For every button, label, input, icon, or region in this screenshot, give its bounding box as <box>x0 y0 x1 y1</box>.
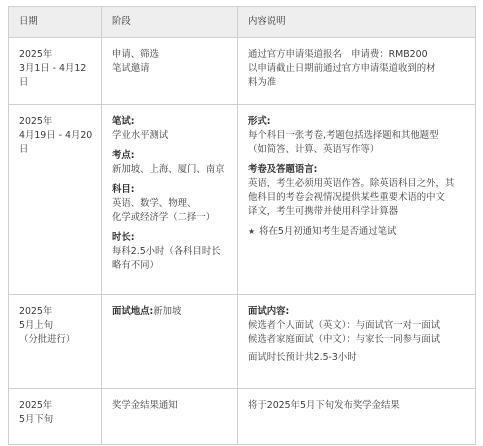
table-header-row <box>9 7 476 38</box>
location-title: 考点: <box>112 150 135 161</box>
schedule-table <box>8 6 476 445</box>
interview-content-title: 面试内容: <box>248 306 290 317</box>
content-cell <box>238 105 476 295</box>
stage-text: 笔试邀请 <box>112 63 150 74</box>
language-title: 考卷及答题语言: <box>248 164 318 175</box>
header-date <box>9 7 102 38</box>
written-title: 笔试: <box>112 116 135 127</box>
date-range: 5月下旬 <box>19 414 54 425</box>
duration-title: 时长: <box>112 232 135 243</box>
language-text: 他科目的考卷会视情况提供某些重要术语的中文 <box>248 192 445 203</box>
content-cell <box>238 389 476 445</box>
content-cell <box>238 295 476 389</box>
table-row <box>9 105 476 295</box>
location-text: 新加坡、上海、厦门、南京 <box>112 164 225 175</box>
stage-text: 奖学金结果通知 <box>112 400 178 411</box>
table-row <box>9 389 476 445</box>
stage-cell <box>102 295 238 389</box>
stage-cell <box>102 389 238 445</box>
stage-cell <box>102 38 238 105</box>
date-year: 2025年 <box>19 49 53 60</box>
form-title: 形式: <box>248 116 271 127</box>
stage-text: 申请、筛选 <box>112 49 159 60</box>
date-range: 4月19日 - 4月20日 <box>19 130 93 155</box>
date-year: 2025年 <box>19 306 53 317</box>
schedule-table-wrapper <box>8 6 476 445</box>
content-text: 将于2025年5月下旬发布奖学金结果 <box>248 400 400 411</box>
table-row <box>9 38 476 105</box>
language-text: 译文，考生可携带并使用科学计算器 <box>248 206 399 217</box>
date-cell <box>9 38 102 105</box>
subjects-text: 英语、数学、物理、 <box>112 198 197 209</box>
note-line <box>248 225 469 239</box>
language-text: 英语，考生必须用英语作答。除英语科目之外，其 <box>248 178 455 189</box>
subjects-title: 科目: <box>112 184 135 195</box>
header-stage-label: 阶段 <box>112 16 131 27</box>
date-note: （分批进行） <box>19 334 76 345</box>
subjects-text: 化学或经济学（二择一） <box>112 212 216 223</box>
date-cell <box>9 295 102 389</box>
content-text: 料为准 <box>248 77 277 88</box>
table-row <box>9 295 476 389</box>
date-range: 5月上旬 <box>19 320 54 331</box>
date-year: 2025年 <box>19 116 53 127</box>
content-cell <box>238 38 476 105</box>
written-text: 学业水平测试 <box>112 130 169 141</box>
date-range: 3月1日 - 4月12日 <box>19 63 87 88</box>
header-stage <box>102 7 238 38</box>
interview-content-text: 候选者个人面试（英文）：与面试官一对一面试 <box>248 320 441 331</box>
form-text: （如简答、计算、英语写作等） <box>248 144 380 155</box>
header-content-label: 内容说明 <box>248 16 286 27</box>
header-content <box>238 7 476 38</box>
header-date-label: 日期 <box>19 16 38 27</box>
note-text: 将在5月初通知考生是否通过笔试 <box>259 226 397 237</box>
content-text: 以申请截止日期前通过官方申请渠道收到的材 <box>248 63 436 74</box>
content-text: 通过官方申请渠道报名 申请费：RMB200 <box>248 49 428 60</box>
date-cell <box>9 389 102 445</box>
duration-text: 每科2.5小时（各科目时长 <box>112 246 221 257</box>
date-cell <box>9 105 102 295</box>
star-icon: ★ <box>248 227 256 236</box>
form-text: 每个科目一张考卷,考题包括选择题和其他题型 <box>248 130 439 141</box>
interview-location-text: 新加坡 <box>153 306 182 317</box>
interview-duration: 面试时长预计共2.5-3小时 <box>248 352 357 363</box>
duration-text: 略有不同） <box>112 260 159 271</box>
date-year: 2025年 <box>19 400 53 411</box>
interview-location-title: 面试地点: <box>112 306 154 317</box>
stage-cell <box>102 105 238 295</box>
interview-content-text: 候选者家庭面试（中文）：与家长一同参与面试 <box>248 334 441 345</box>
